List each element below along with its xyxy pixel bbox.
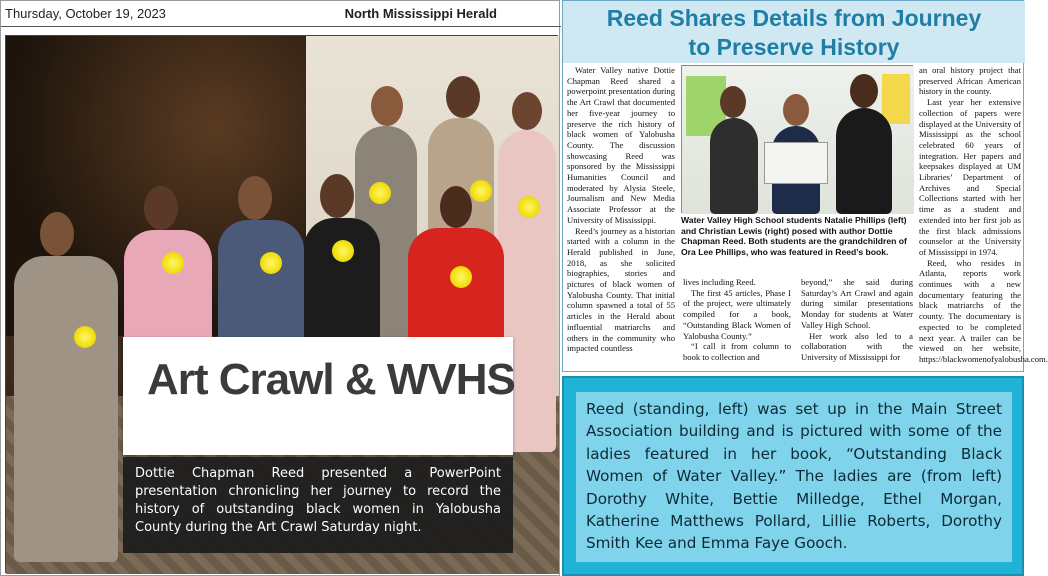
paragraph: The first 45 articles, Phase I of the project, were ultimately compiled for a book, “Outstanding Black Women of Yalobusha County.”: [683, 287, 791, 341]
paragraph: Last year her extensive collection of papers were displayed at the University of Mississippi as the school celebrated 60 years of integration. Her papers and keepsakes displayed at UM Libraries’ Department of Archives and Special Collections started with her time as a student and extended into her first job as the first black admissions counselor at the University of Mississippi in 1974.: [919, 97, 1021, 257]
flower-corsage-icon: [260, 252, 282, 274]
article-column-2: [683, 277, 791, 363]
article: [562, 0, 1048, 372]
paragraph: Reed’s journey as a historian started with a column in the Herald published in June, 2018, as she solicited biographies, stories and pictures of black women of Yalobusha County. That initial column spawned a total of 55 articles in the Herald about influential matriarchs and others in the community who impacted countless: [567, 225, 675, 354]
flower-corsage-icon: [332, 240, 354, 262]
caption-text: Reed (standing, left) was set up in the Main Street Association building and is pictured with some of the ladies featured in her book, “Outstanding Black Women of Water Valley.” The ladies are (from left) Dorothy White, Bettie Milledge, Ethel Morgan, Katherine Matthews Pollard, Lillie Roberts, Dorothy Smith Kee and Emma Faye Gooch.: [586, 400, 1002, 553]
paragraph: “I call it from column to book to collection and: [683, 341, 791, 362]
paragraph: lives including Reed.: [683, 277, 756, 287]
photo-title: Art Crawl & WVHS: [147, 355, 515, 404]
masthead: [1, 1, 561, 27]
photo-caption: Dottie Chapman Reed presented a PowerPoint presentation chronicling her journey to record the history of outstanding black women in Yalobusha County during the Art Crawl Saturday night.: [135, 466, 501, 535]
caption-inner-box: [576, 392, 1012, 562]
photo-title-box: [123, 337, 513, 455]
paragraph: beyond,” she said during Saturday’s Art Crawl and again during similar presentations Monday for students at Water Valley High School.: [801, 277, 913, 330]
article-column-3: [801, 277, 913, 363]
masthead-paper-name: North Mississippi Herald: [344, 6, 497, 21]
headline-line-1: Reed Shares Details from Journey: [606, 5, 982, 31]
person-seated-1: [12, 212, 122, 562]
article-column-4: [919, 65, 1048, 365]
paragraph: Water Valley native Dottie Chapman Reed shared a powerpoint presentation during the Art Crawl that documented her five-year journey to preserve the rich history of black women of Yalobusha County. The discussion showcasing Reed was sponsored by the Mississippi Humanities Council and moderated by Alysia Steele, Journalism and New Media Associate Professor at the University of Mississippi.: [567, 65, 675, 225]
headline-line-2: to Preserve History: [688, 34, 900, 60]
paragraph: an oral history project that preserved African American history in the county.: [919, 65, 1021, 97]
flower-corsage-icon: [518, 196, 540, 218]
article-column-1: [567, 65, 675, 354]
flower-corsage-icon: [162, 252, 184, 274]
student-natalie: [708, 86, 760, 214]
article-photo: [681, 65, 913, 213]
caption-panel: [562, 376, 1024, 576]
flower-corsage-icon: [74, 326, 96, 348]
masthead-date: Thursday, October 19, 2023: [5, 6, 166, 21]
student-christian: [834, 74, 894, 214]
flower-corsage-icon: [450, 266, 472, 288]
book-held: [764, 142, 828, 184]
photo-caption-box: [123, 457, 513, 553]
paragraph: Reed, who resides in Atlanta, reports work continues with a new documentary featuring the black matriarchs of the county. The documentary is expected to be completed next year. A trailer can be viewed on her website, https://blackwomenofyalobusha.com.: [919, 257, 1048, 364]
paragraph: Her work also led to a collaboration with the University of Mississippi for: [801, 330, 913, 362]
article-photo-cutline: Water Valley High School students Natalie Phillips (left) and Christian Lewis (right) posed with author Dottie Chapman Reed. Both students are the grandchildren of Ora Lee Phillips, who was featured in Reed’s book.: [681, 215, 907, 257]
article-headline: [563, 1, 1025, 63]
